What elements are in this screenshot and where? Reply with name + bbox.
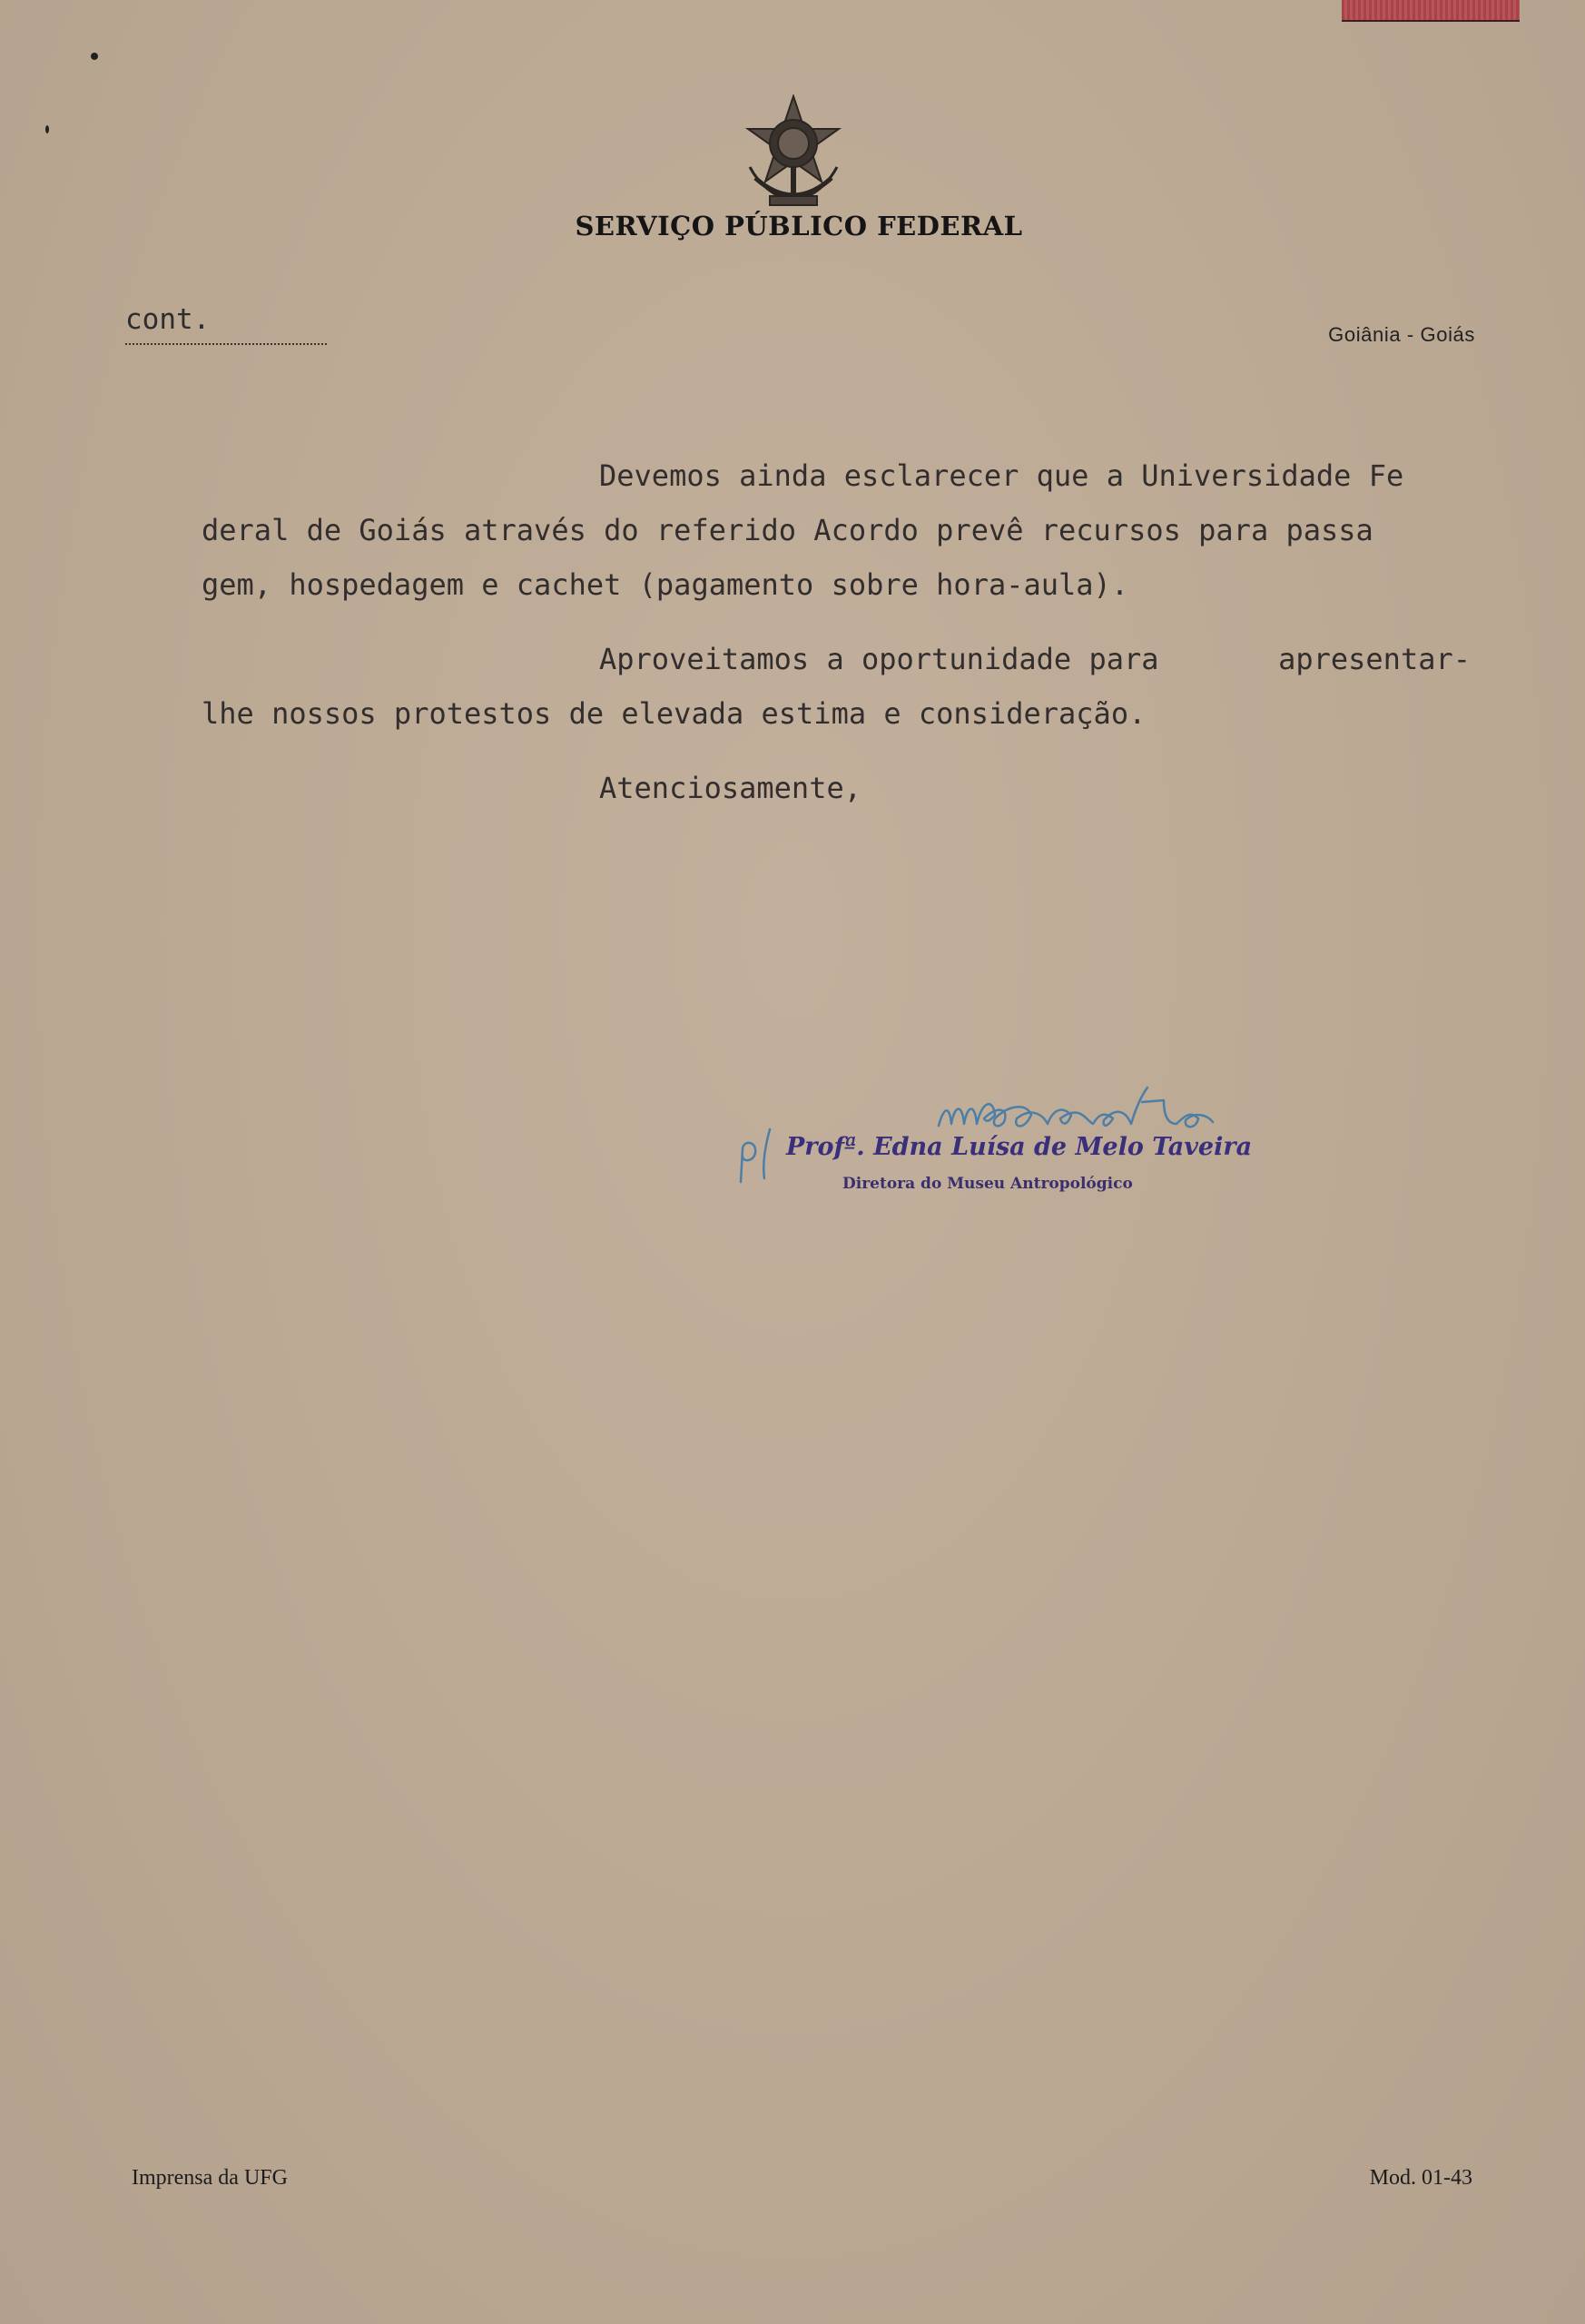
signer-role: Diretora do Museu Antropológico: [842, 1175, 1133, 1193]
continuation-note: cont.: [125, 303, 211, 336]
ink-speck: [45, 125, 49, 133]
page-title: SERVIÇO PÚBLICO FEDERAL: [575, 211, 1023, 241]
text-line: [202, 448, 1472, 503]
paragraph-2-line-1-right: apresentar-: [1278, 642, 1471, 676]
paragraph-2: [202, 632, 1472, 741]
place-line: Goiânia - Goiás: [1328, 323, 1475, 346]
text-line: [202, 632, 1471, 686]
closing-line: [202, 761, 1472, 815]
continuation-rule: [125, 343, 327, 345]
form-model-number: Mod. 01-43: [1369, 2166, 1472, 2190]
letter-body: [202, 448, 1472, 815]
paragraph-1: [202, 448, 1472, 612]
red-tab-marker: [1342, 0, 1520, 22]
closing-text: Atenciosamente,: [599, 771, 861, 805]
paragraph-2-line-2: lhe nossos protestos de elevada estima e consideração.: [202, 696, 1147, 731]
paragraph-2-line-1-left: Aproveitamos a oportunidade para: [599, 642, 1159, 676]
paragraph-1-line-1: Devemos ainda esclarecer que a Universidade Fe: [599, 458, 1404, 493]
printer-imprint: Imprensa da UFG: [132, 2166, 288, 2190]
paragraph-1-line-2: deral de Goiás através do referido Acordo prevê recursos para passa: [202, 513, 1373, 547]
signer-name: Profª. Edna Luísa de Melo Taveira: [786, 1133, 1253, 1161]
paragraph-1-line-3: gem, hospedagem e cachet (pagamento sobre hora-aula).: [202, 567, 1129, 602]
brazil-coat-of-arms-icon: [737, 94, 850, 212]
ink-speck: [91, 53, 98, 60]
per-procurationem-mark: [733, 1122, 792, 1186]
